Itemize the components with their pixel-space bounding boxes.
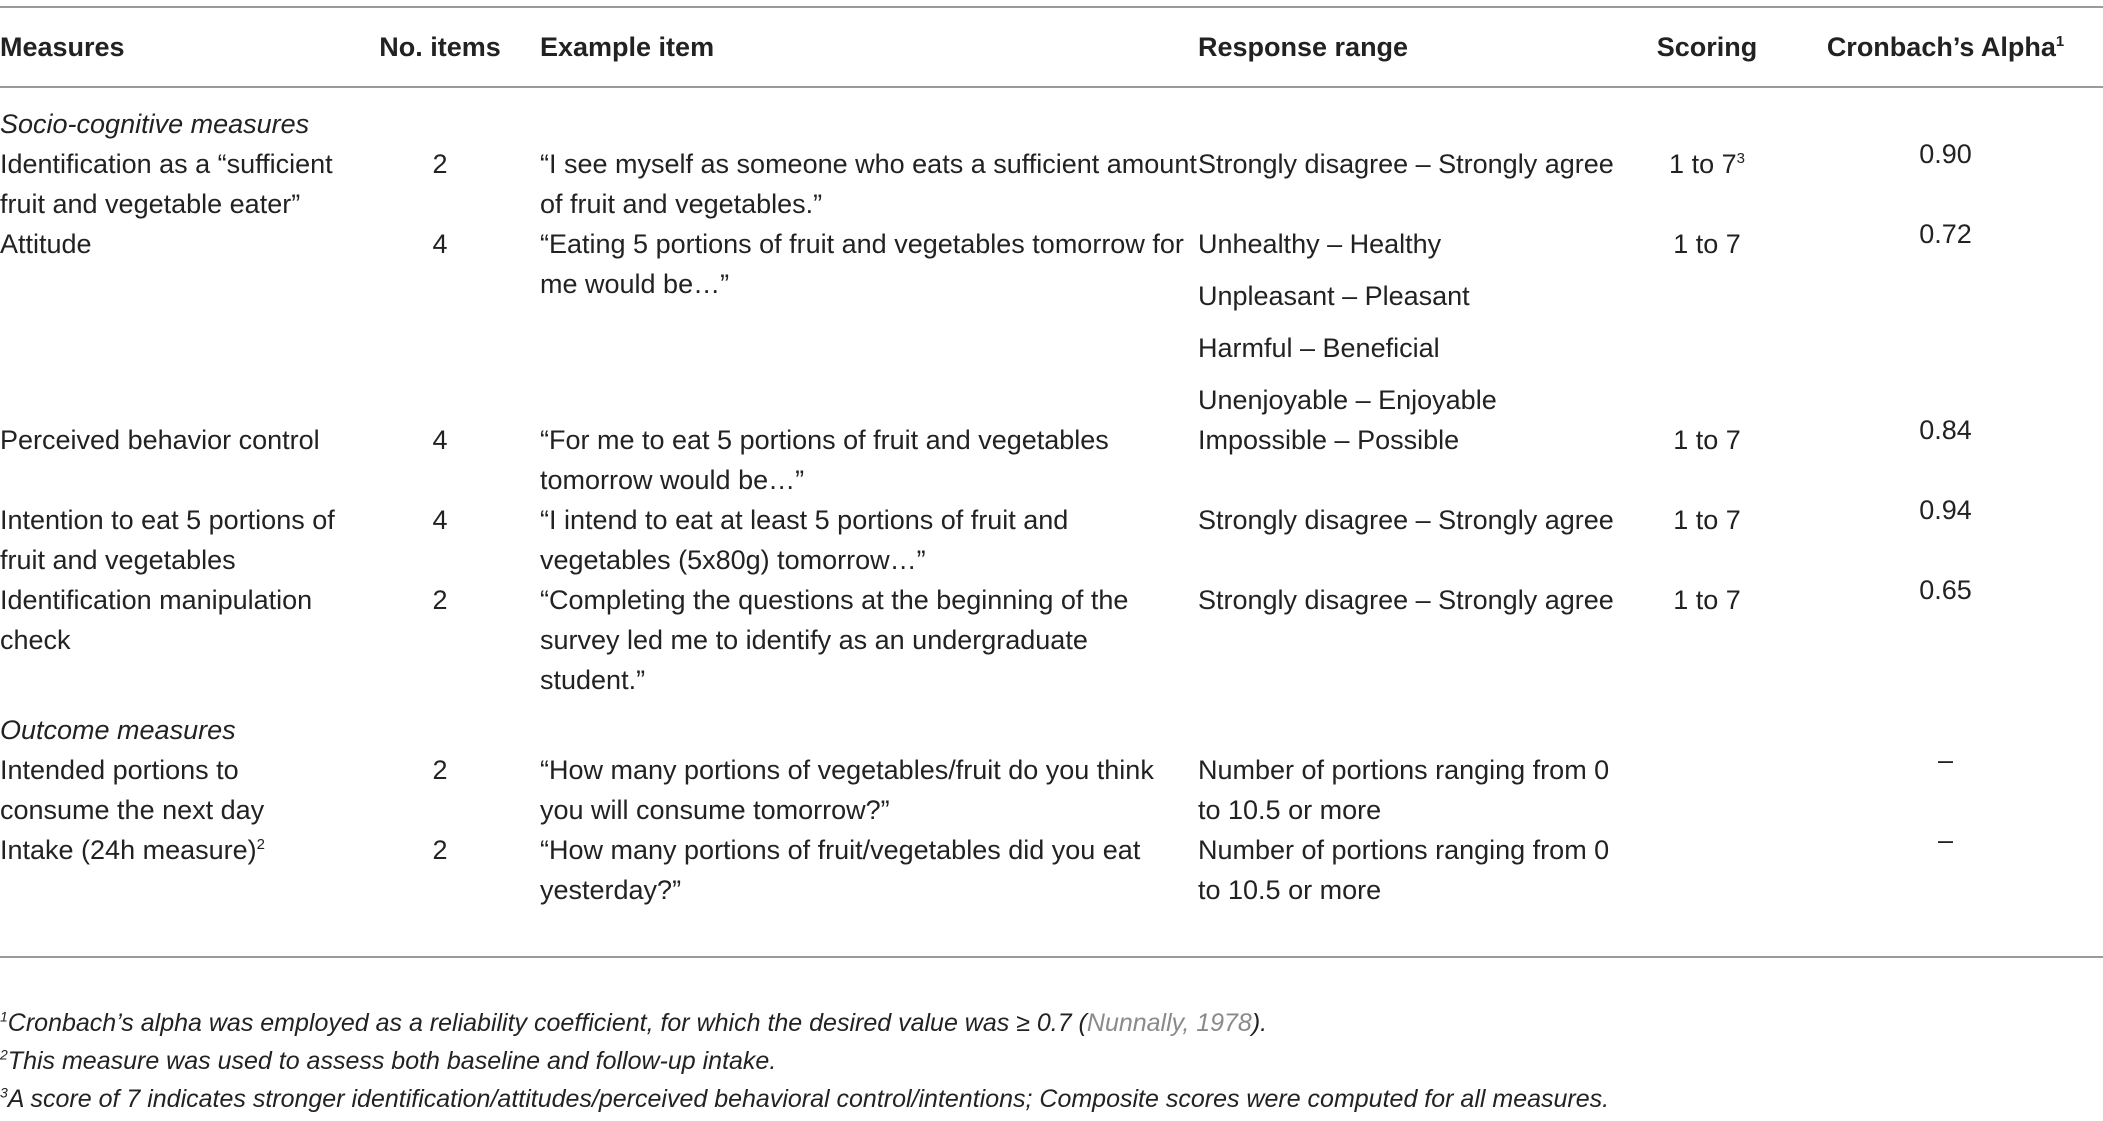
cell-scoring bbox=[1626, 830, 1788, 957]
cell-response bbox=[1198, 420, 1626, 500]
table-row bbox=[0, 830, 2103, 957]
measure-text: Intention to eat 5 portions of fruit and vegetables bbox=[0, 505, 335, 575]
footnote-marker: 3 bbox=[0, 1084, 8, 1101]
scoring-text: 1 to 7 bbox=[1673, 425, 1741, 455]
cell-alpha bbox=[1788, 575, 2103, 710]
measure-text: Identification manipulation check bbox=[0, 585, 313, 655]
table-footnotes bbox=[0, 1004, 2103, 1118]
table-row bbox=[0, 750, 2103, 830]
measures-table-wrapper bbox=[0, 6, 2103, 958]
cell-scoring bbox=[1626, 500, 1788, 580]
table-body bbox=[0, 87, 2103, 957]
cell-measure bbox=[0, 420, 340, 500]
footnote-text: This measure was used to assess both baseline and follow-up intake. bbox=[7, 1047, 777, 1075]
cell-response bbox=[1198, 224, 1626, 420]
scoring-text: 1 to 7 bbox=[1669, 149, 1737, 179]
footnote bbox=[0, 1042, 2103, 1080]
cell-items: 2 bbox=[432, 755, 448, 785]
measure-text: Perceived behavior control bbox=[0, 425, 320, 455]
cell-response bbox=[1198, 500, 1626, 580]
cell-items: 2 bbox=[432, 835, 448, 865]
cell-items: 2 bbox=[432, 149, 448, 179]
measures-table bbox=[0, 6, 2103, 958]
alpha-value: 0.65 bbox=[1919, 575, 1972, 605]
cell-measure bbox=[0, 224, 340, 420]
footnote-marker: 2 bbox=[0, 1046, 8, 1063]
alpha-value: – bbox=[1937, 825, 1954, 855]
table-row bbox=[0, 580, 2103, 710]
cell-scoring bbox=[1626, 420, 1788, 500]
response-line: Strongly disagree – Strongly agree bbox=[1198, 585, 1614, 615]
cell-alpha bbox=[1788, 415, 2103, 500]
measure-footnote-ref: 2 bbox=[256, 836, 265, 853]
cell-measure bbox=[0, 144, 340, 224]
cell-measure bbox=[0, 830, 340, 957]
footnote-text: Cronbach’s alpha was employed as a reliability coefficient, for which the desired value was ≥ 0.7 ( bbox=[7, 1009, 1087, 1037]
cell-scoring bbox=[1626, 224, 1788, 420]
table-row bbox=[0, 420, 2103, 500]
response-line: Number of portions ranging from 0 to 10.5 or more bbox=[1198, 755, 1610, 825]
alpha-value: 0.94 bbox=[1919, 495, 1972, 525]
cell-example: “How many portions of fruit/vegetables did you eat yesterday?” bbox=[540, 835, 1141, 905]
table-header bbox=[0, 7, 2103, 87]
measure-text: Attitude bbox=[0, 229, 92, 259]
cell-example: “I see myself as someone who eats a sufficient amount of fruit and vegetables.” bbox=[540, 149, 1197, 219]
footnote-text-end: ). bbox=[1251, 1009, 1268, 1037]
scoring-footnote-ref: 3 bbox=[1736, 150, 1745, 167]
table-row bbox=[0, 500, 2103, 580]
cell-example: “For me to eat 5 portions of fruit and vegetables tomorrow would be…” bbox=[540, 425, 1109, 495]
measure-text: Intake (24h measure) bbox=[0, 835, 257, 865]
cell-scoring bbox=[1626, 750, 1788, 830]
response-line: Unenjoyable – Enjoyable bbox=[1198, 385, 1497, 415]
header-measures: Measures bbox=[0, 32, 125, 62]
cell-items: 4 bbox=[432, 229, 448, 259]
header-alpha-sup: 1 bbox=[2055, 33, 2065, 50]
cell-response bbox=[1198, 580, 1626, 710]
scoring-text: 1 to 7 bbox=[1673, 585, 1741, 615]
header-example: Example item bbox=[540, 32, 715, 62]
response-line: Strongly disagree – Strongly agree bbox=[1198, 505, 1614, 535]
cell-alpha bbox=[1788, 495, 2103, 580]
header-alpha bbox=[1788, 7, 2103, 87]
cell-example: “How many portions of vegetables/fruit do you think you will consume tomorrow?” bbox=[540, 755, 1154, 825]
cell-response bbox=[1198, 144, 1626, 224]
cell-alpha bbox=[1788, 219, 2103, 420]
footnote-text: A score of 7 indicates stronger identification/attitudes/perceived behavioral control/intentions; Composite scores were computed for all measures. bbox=[7, 1085, 1610, 1113]
header-items: No. items bbox=[379, 32, 501, 62]
cell-response bbox=[1198, 830, 1626, 957]
measure-text: Intended portions to consume the next day bbox=[0, 755, 265, 825]
section-title: Outcome measures bbox=[0, 715, 236, 745]
alpha-value: 0.84 bbox=[1919, 415, 1972, 445]
cell-alpha bbox=[1788, 745, 2103, 830]
footnote-marker: 1 bbox=[0, 1008, 8, 1025]
footnote bbox=[0, 1080, 2103, 1118]
cell-items: 4 bbox=[432, 425, 448, 455]
alpha-value: – bbox=[1937, 745, 1954, 775]
response-line: Impossible – Possible bbox=[1198, 425, 1460, 455]
cell-measure bbox=[0, 580, 340, 710]
cell-example: “Eating 5 portions of fruit and vegetables tomorrow for me would be…” bbox=[540, 229, 1184, 299]
scoring-text: 1 to 7 bbox=[1673, 505, 1741, 535]
cell-items: 2 bbox=[432, 585, 448, 615]
scoring-text: 1 to 7 bbox=[1673, 229, 1741, 259]
header-row bbox=[0, 7, 2103, 87]
section-title: Socio-cognitive measures bbox=[0, 109, 310, 139]
cell-measure bbox=[0, 750, 340, 830]
alpha-value: 0.72 bbox=[1919, 219, 1972, 249]
cell-alpha bbox=[1788, 825, 2103, 957]
response-line: Number of portions ranging from 0 to 10.5 or more bbox=[1198, 835, 1610, 905]
response-line: Unpleasant – Pleasant bbox=[1198, 281, 1470, 311]
header-alpha-text: Cronbach’s Alpha bbox=[1826, 32, 2056, 62]
cell-scoring bbox=[1626, 144, 1788, 224]
cell-example: “I intend to eat at least 5 portions of fruit and vegetables (5x80g) tomorrow…” bbox=[540, 505, 1069, 575]
response-line: Unhealthy – Healthy bbox=[1198, 229, 1442, 259]
header-scoring: Scoring bbox=[1656, 32, 1758, 62]
cell-items: 4 bbox=[432, 505, 448, 535]
alpha-value: 0.90 bbox=[1919, 139, 1972, 169]
citation-link[interactable]: Nunnally, 1978 bbox=[1086, 1009, 1252, 1037]
cell-response bbox=[1198, 750, 1626, 830]
response-line: Strongly disagree – Strongly agree bbox=[1198, 149, 1614, 179]
measure-text: Identification as a “sufficient fruit and vegetable eater” bbox=[0, 149, 333, 219]
cell-measure bbox=[0, 500, 340, 580]
footnote bbox=[0, 1004, 2103, 1042]
cell-alpha bbox=[1788, 139, 2103, 224]
cell-scoring bbox=[1626, 580, 1788, 710]
table-row bbox=[0, 144, 2103, 224]
table-row bbox=[0, 224, 2103, 420]
response-line: Harmful – Beneficial bbox=[1198, 333, 1440, 363]
header-response: Response range bbox=[1198, 32, 1409, 62]
cell-example: “Completing the questions at the beginning of the survey led me to identify as an undergraduate student.” bbox=[540, 585, 1129, 695]
